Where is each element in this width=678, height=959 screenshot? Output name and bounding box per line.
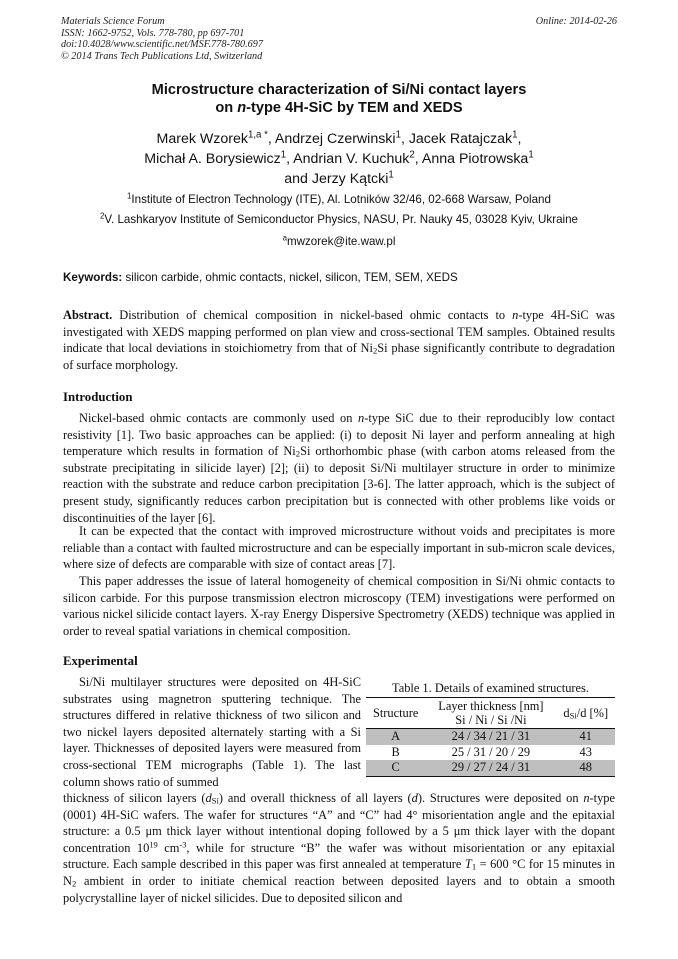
author-email: $^a$mwzorek@ite.waw.pl: [282, 233, 396, 248]
author-name: , Andrzej Czerwinski: [267, 131, 396, 147]
affiliation-1: $^1$Institute of Electron Technology (ITE), Al. Lotników 32/46, 02-668 Warsaw, Poland: [127, 191, 551, 206]
author-name: , Anna Piotrowska: [414, 151, 529, 167]
issn-line: ISSN: 1662-9752, Vols. 778-780, pp 697-701: [61, 27, 245, 39]
journal-name: Materials Science Forum: [61, 16, 165, 27]
table-row: A 24 / 34 / 21 / 31 41: [366, 729, 615, 745]
paper-title: [40, 81, 638, 117]
section-heading-introduction: Introduction: [63, 390, 133, 404]
copyright-line: © 2014 Trans Tech Publications Ltd, Switzerland: [61, 50, 263, 62]
experimental-paragraph-continued: thickness of silicon layers $(d_{Si})$ and overall thickness of all layers (d). Structures were deposited on n-type (0001) 4H-SiC wafers. The wafer for structures “A” and “C” had 4° misorientation angle and the epitaxial structure: a 0.5 μm thick layer without intentional doping followed by a 5 μm thick layer with the dopant concentration $10^{19}$ $cm^{-3}$, while for structure “B” the wafer was without misorientation or any epitaxial structure. Each sample described in this paper was first annealed at temperature $T_1 = 600$ °C for 15 minutes in $N_2$ ambient in order to initiate chemical reaction between deposited layers and to obtain a smooth polycrystalline layer of nickel silicides. Due to deposited silicon and: [63, 791, 616, 905]
intro-paragraph-2: It can be expected that the contact with improved microstructure without voids and precipitates is more reliable than a contact with faulted microstructure and can be especially important in sub-micron scale devices, where size of defects are comparable with size of contact areas [7].: [63, 524, 615, 572]
intro-paragraph-3: This paper addresses the issue of lateral homogeneity of chemical composition in Si/Ni ohmic contacts to silicon carbide. For this purpose transmission electron microscopy (TEM) investigations were performed on various nickel silicide contact layers. X-ray Energy Dispersive Spectrometry (XEDS) technique was applied in order to reveal spatial variations in chemical composition.: [63, 574, 615, 638]
col-header-structure: Structure: [372, 706, 419, 720]
col-header-layer-thickness: Layer thickness [nm] Si / Ni / Si /Ni: [438, 699, 544, 727]
author-name: and Jerzy Kątcki: [284, 171, 389, 187]
author-name: Michał A. Borysiewicz: [144, 151, 281, 167]
author-list: Marek Wzorek$^{1,a *}$, Andrzej Czerwinski$^1$, Jacek Ratajczak$^1$, Michał A. Borysiewicz$^1$, Andrian V. Kuchuk$^2$, Anna Piotrowska$^1$ and Jerzy Kątcki$^1$: [144, 129, 534, 187]
author-name: Marek Wzorek: [156, 131, 248, 147]
abstract: Abstract. Distribution of chemical composition in nickel-based ohmic contacts to n-type 4H-SiC was investigated with XEDS mapping performed on plan view and cross-sectional TEM samples. Obtained results indicate that local deviations in stoichiometry from that of $Ni_2Si$ phase significantly contribute to degradation of surface morphology.: [63, 308, 615, 372]
col-header-ratio: $d_{Si}/d$ [%]: [563, 706, 609, 721]
title-line-1: Microstructure characterization of Si/Ni contact layers: [151, 82, 527, 98]
table-row: C 29 / 27 / 24 / 31 48: [366, 760, 615, 776]
table-caption: Table 1. Details of examined structures.: [392, 681, 589, 695]
table-1: [366, 681, 615, 777]
structures-table: [366, 697, 615, 777]
journal-header: [61, 16, 617, 62]
online-date: Online: 2014-02-26: [535, 16, 617, 27]
keywords: Keywords: silicon carbide, ohmic contacts, nickel, silicon, TEM, SEM, XEDS: [63, 271, 458, 284]
table-row: B 25 / 31 / 20 / 29 43: [391, 744, 592, 759]
experimental-paragraph-left: Si/Ni multilayer structures were deposited on 4H-SiC substrates using magnetron sputtering technique. The structures differed in relative thickness of two silicon and two nickel layers deposited alternately starting with a Si layer. Thicknesses of deposited layers were measured from cross-sectional TEM micrographs (Table 1). The last column shows ratio of summed: [63, 675, 361, 789]
affiliation-2: $^2$V. Lashkaryov Institute of Semiconductor Physics, NASU, Pr. Nauky 45, 03028 Kyiv, Ukraine: [99, 211, 579, 226]
author-name: , Andrian V. Kuchuk: [286, 151, 410, 167]
intro-paragraph-1: Nickel-based ohmic contacts are commonly used on n-type SiC due to their reproducibly low contact resistivity [1]. Two basic approaches can be applied: (i) to deposit Ni layer and perform annealing at high temperature which results in formation of $Ni_2Si$ orthorhombic phase (with carbon atoms released from the substrate precipitating in silicide layer) [2]; (ii) to deposit Si/Ni multilayer structure in order to minimize reaction with the substrate and reduce carbon precipitation [3-6]. The latter approach, which is the subject of present study, significantly reduces carbon precipitation but is connected with other problems like voids or discontinuities of the layer [6].: [63, 411, 615, 525]
doi-line: doi:10.4028/www.scientific.net/MSF.778-780.697: [61, 39, 263, 50]
author-name: , Jacek Ratajczak: [400, 131, 513, 147]
title-line-2: on n-type 4H-SiC by TEM and XEDS: [215, 100, 463, 116]
section-heading-experimental: Experimental: [63, 654, 138, 668]
